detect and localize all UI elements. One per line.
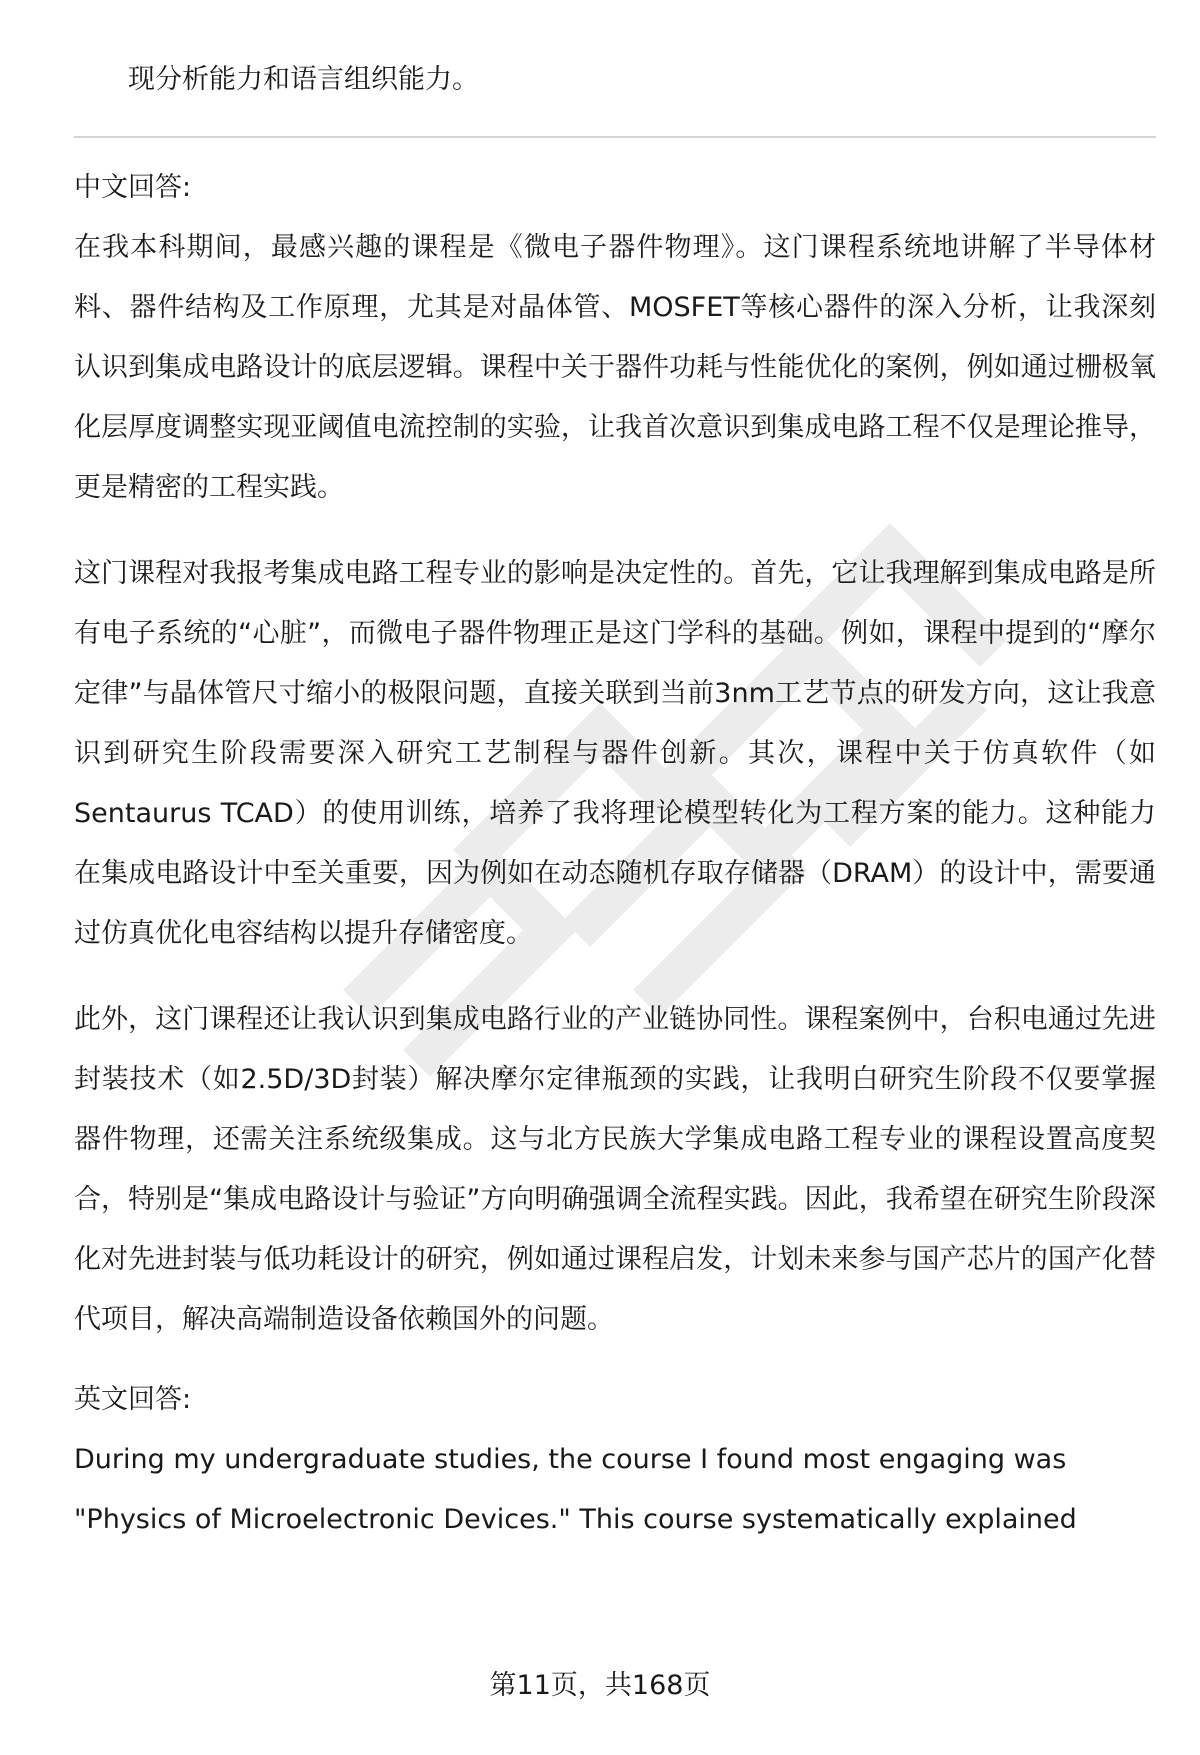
chinese-paragraph-2: 这门课程对我报考集成电路工程专业的影响是决定性的。首先，它让我理解到集成电路是所有电子系统的“心脏”，而微电子器件物理正是这门学科的基础。例如，课程中提到的“摩尔定律”与晶体管尺寸缩小的极限问题，直接关联到当前3nm工艺节点的研发方向，这让我意识到研究生阶段需要深入研究工艺制程与器件创新。其次，课程中关于仿真软件（如Sentaurus TCAD）的使用训练，培养了我将理论模型转化为工程方案的能力。这种能力在集成电路设计中至关重要，因为例如在动态随机存取存储器（DRAM）的设计中，需要通过仿真优化电容结构以提升存储密度。 (74, 558, 1156, 949)
document-body (74, 50, 1156, 1550)
chinese-paragraph-3: 此外，这门课程还让我认识到集成电路行业的产业链协同性。课程案例中，台积电通过先进封装技术（如2.5D/3D封装）解决摩尔定律瓶颈的实践，让我明白研究生阶段不仅要掌握器件物理，还需关注系统级集成。这与北方民族大学集成电路工程专业的课程设置高度契合，特别是“集成电路设计与验证”方向明确强调全流程实践。因此，我希望在研究生阶段深化对先进封装与低功耗设计的研究，例如通过课程启发，计划未来参与国产芯片的国产化替代项目，解决高端制造设备依赖国外的问题。 (74, 1004, 1156, 1335)
english-line-2: "Physics of Microelectronic Devices." This course systematically explained (74, 1504, 1077, 1535)
continued-text-line: 现分析能力和语言组织能力。 (128, 64, 479, 95)
chinese-answer-label: 中文回答: (74, 172, 192, 203)
english-line-1: During my undergraduate studies, the course I found most engaging was (74, 1444, 1067, 1475)
chinese-paragraph-1: 在我本科期间，最感兴趣的课程是《微电子器件物理》。这门课程系统地讲解了半导体材料、器件结构及工作原理，尤其是对晶体管、MOSFET等核心器件的深入分析，让我深刻认识到集成电路设计的底层逻辑。课程中关于器件功耗与性能优化的案例，例如通过栅极氧化层厚度调整实现亚阈值电流控制的实验，让我首次意识到集成电路工程不仅是理论推导，更是精密的工程实践。 (74, 232, 1156, 503)
page-number-footer: 第11页，共168页 (489, 1670, 711, 1701)
section-divider (74, 136, 1156, 138)
english-answer-label: 英文回答: (74, 1384, 192, 1415)
